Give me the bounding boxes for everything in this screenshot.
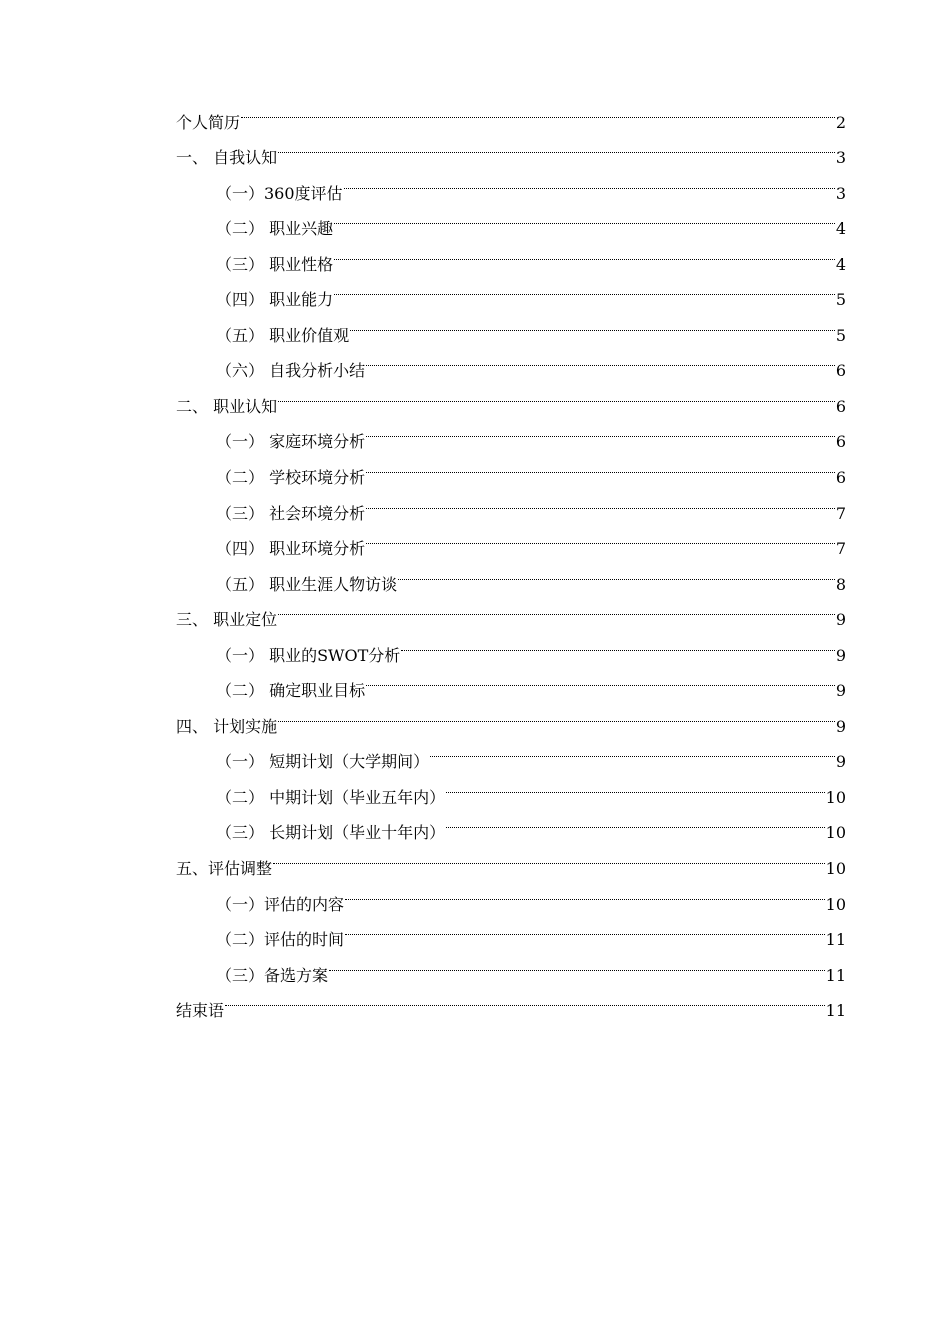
toc-dot-leader — [445, 803, 826, 839]
toc-entry-title: （五） 职业价值观 — [216, 325, 350, 345]
toc-entry-title: （三） 长期计划（毕业十年内） — [216, 823, 446, 843]
toc-entry-title: （一） 家庭环境分析 — [216, 432, 366, 452]
toc-page-number: 6 — [835, 396, 846, 416]
toc-subentry[interactable] — [176, 874, 846, 914]
toc-entry-title: 二、 职业认知 — [176, 396, 278, 416]
toc-page-number: 9 — [835, 645, 846, 665]
toc-page-number: 11 — [825, 930, 846, 950]
toc-dot-leader — [343, 163, 836, 199]
toc-page-number: 4 — [835, 219, 846, 239]
toc-dot-leader — [277, 696, 836, 732]
toc-entry-title: （三） 职业性格 — [216, 254, 334, 274]
toc-dot-leader — [365, 412, 836, 448]
toc-dot-leader — [224, 981, 826, 1017]
toc-dot-leader — [328, 945, 826, 981]
toc-entry-title: （三） 社会环境分析 — [216, 503, 366, 523]
toc-dot-leader — [333, 199, 836, 235]
toc-dot-leader — [400, 625, 836, 661]
toc-entry[interactable] — [176, 696, 846, 736]
toc-entry-title: （二） 确定职业目标 — [216, 681, 366, 701]
toc-entry-title: （四） 职业能力 — [216, 290, 334, 310]
toc-dot-leader — [277, 376, 836, 412]
toc-entry[interactable] — [176, 590, 846, 630]
toc-page-number: 7 — [835, 539, 846, 559]
toc-entry[interactable] — [176, 376, 846, 416]
toc-entry-title: （五） 职业生涯人物访谈 — [216, 574, 398, 594]
toc-entry[interactable] — [176, 838, 846, 879]
toc-entry-title: （二） 中期计划（毕业五年内） — [216, 787, 446, 807]
toc-dot-leader — [429, 732, 836, 768]
toc-entry-title: （二） 学校环境分析 — [216, 468, 366, 488]
toc-entry-title: 四、 计划实施 — [176, 716, 278, 736]
toc-page-number: 10 — [825, 894, 846, 914]
toc-page-number: 6 — [835, 432, 846, 452]
toc-entry-title: （一） 短期计划（大学期间） — [216, 752, 430, 772]
toc-dot-leader — [445, 767, 826, 803]
toc-dot-leader — [272, 838, 826, 874]
toc-page-number: 10 — [825, 859, 846, 879]
toc-entry-title: （二） 职业兴趣 — [216, 219, 334, 239]
toc-page-number: 5 — [835, 325, 846, 345]
toc-dot-leader — [333, 270, 836, 306]
toc-page-number: 2 — [835, 112, 846, 132]
toc-entry-title: （二）评估的时间 — [216, 930, 345, 950]
toc-page-number: 11 — [825, 965, 846, 985]
toc-dot-leader — [333, 234, 836, 270]
toc-page-number: 9 — [835, 610, 846, 630]
toc-page-number: 7 — [835, 503, 846, 523]
toc-dot-leader — [365, 341, 836, 377]
toc-dot-leader — [344, 910, 826, 946]
toc-page-number: 8 — [835, 574, 846, 594]
toc-page-number: 9 — [835, 681, 846, 701]
toc-page-number: 6 — [835, 468, 846, 488]
toc-entry-title: （三）备选方案 — [216, 965, 329, 985]
toc-dot-leader — [365, 447, 836, 483]
toc-dot-leader — [277, 590, 836, 626]
toc-dot-leader — [240, 92, 836, 128]
toc-page-number: 10 — [825, 787, 846, 807]
toc-entry[interactable] — [176, 92, 846, 132]
toc-entry-title: （六） 自我分析小结 — [216, 361, 366, 381]
toc-entry-title: 个人简历 — [176, 112, 241, 132]
toc-entry-title: （一） 职业的SWOT分析 — [216, 645, 401, 665]
toc-dot-leader — [344, 874, 826, 910]
toc-page-number: 11 — [825, 1001, 846, 1021]
toc-dot-leader — [365, 519, 836, 555]
toc-page-number: 3 — [835, 148, 846, 168]
toc-entry-title: 三、 职业定位 — [176, 610, 278, 630]
toc-dot-leader — [277, 128, 836, 164]
toc-entry-title: （一）360度评估 — [216, 183, 343, 203]
toc-dot-leader — [365, 661, 836, 697]
toc-page-number: 4 — [835, 254, 846, 274]
toc-dot-leader — [349, 305, 836, 341]
toc-entry-title: 五、评估调整 — [176, 859, 273, 879]
toc-entry-title: （一）评估的内容 — [216, 894, 345, 914]
toc-dot-leader — [397, 554, 836, 590]
toc-page-number: 10 — [825, 823, 846, 843]
toc-entry-title: （四） 职业环境分析 — [216, 539, 366, 559]
toc-page-number: 3 — [835, 183, 846, 203]
toc-entry[interactable] — [176, 128, 846, 168]
toc-page-number: 5 — [835, 290, 846, 310]
toc-entry-title: 一、 自我认知 — [176, 148, 278, 168]
toc-dot-leader — [365, 483, 836, 519]
toc-page-number: 6 — [835, 361, 846, 381]
toc-page-number: 9 — [835, 752, 846, 772]
table-of-contents — [176, 92, 846, 1021]
toc-entry[interactable] — [176, 981, 846, 1021]
toc-page-number: 9 — [835, 716, 846, 736]
toc-entry-title: 结束语 — [176, 1001, 225, 1021]
